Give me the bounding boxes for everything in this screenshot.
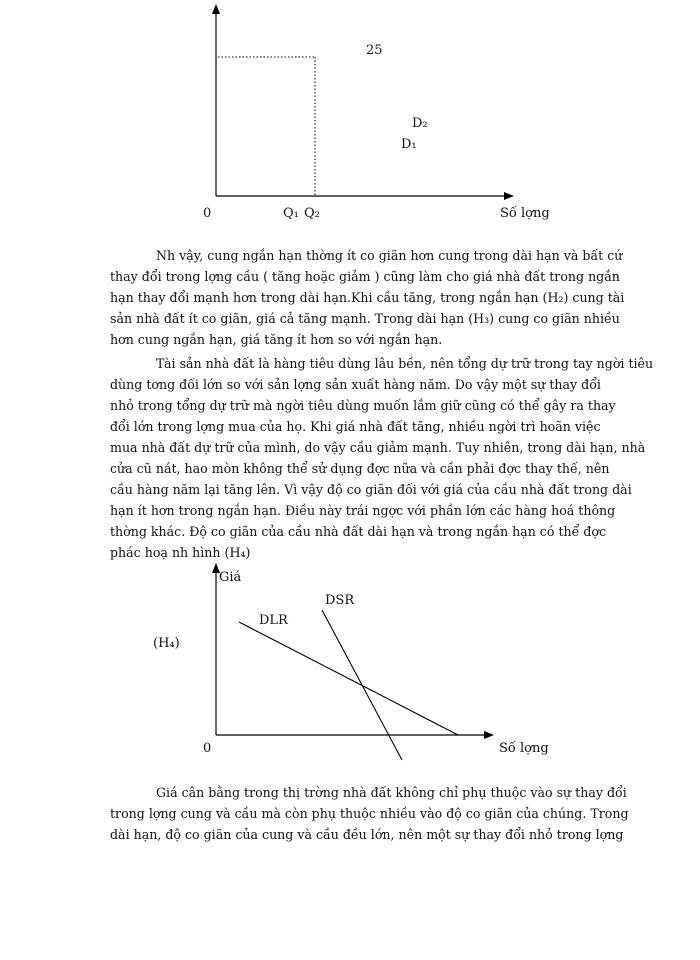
paragraph-line: phác hoạ nh hình (H₄) — [110, 545, 251, 560]
paragraph-line: nhỏ trong tổng dự trữ mà ngời tiêu dùng muốn lắm giữ cũng có thể gây ra thay — [110, 398, 616, 413]
paragraph-line: mua nhà đất dự trữ của mình, do vậy cầu giảm mạnh. Tuy nhiên, trong dài hạn, nhà — [110, 440, 646, 455]
figure-1-origin-label: 0 — [203, 206, 212, 221]
paragraph-line: đổi lớn trong lợng mua của họ. Khi giá nhà đất tăng, nhiều ngời trì hoãn việc — [110, 419, 601, 434]
dlr-label: DLR — [259, 613, 288, 628]
paragraph-line: dài hạn, độ co giãn của cung và cầu đều lớn, nên một sự thay đổi nhỏ trong lợng — [110, 827, 624, 842]
figure-2-caption-label: (H₄) — [153, 636, 180, 651]
paragraph-line: Giá cân bằng trong thị trờng nhà đất không chỉ phụ thuộc vào sự thay đổi — [156, 785, 627, 800]
dlr-curve — [239, 622, 458, 735]
paragraph-line: dùng tơng đối lớn so với sản lợng sản xuất hàng năm. Do vậy một sự thay đổi — [110, 377, 601, 392]
paragraph-3 — [110, 782, 630, 845]
figure-2-x-axis-label: Số lợng — [499, 741, 549, 756]
paragraph-line: cầu hàng năm lại tăng lên. Vì vậy độ co giãn đối với giá của cầu nhà đất trong dài — [110, 482, 632, 497]
figure-2-origin-label: 0 — [203, 741, 212, 756]
paragraph-line: Nh vậy, cung ngắn hạn thờng ít co giãn hơn cung trong dài hạn và bất cứ — [156, 248, 623, 263]
paragraph-line: thay đổi trong lợng cầu ( tăng hoặc giảm ) cũng làm cho giá nhà đất trong ngắn — [110, 269, 620, 284]
q1-label: Q₁ — [283, 206, 299, 221]
paragraph-line: thờng khác. Độ co giãn của cầu nhà đất dài hạn và trong ngắn hạn có thể đợc — [110, 524, 607, 539]
paragraph-line: cửa cũ nát, hao mòn không thể sử dụng đợc nữa và cần phải đợc thay thế, nên — [110, 461, 610, 476]
paragraph-line: hạn thay đổi mạnh hơn trong dài hạn.Khi cầu tăng, trong ngắn hạn (H₂) cung tài — [110, 290, 625, 305]
d1-label: D₁ — [401, 137, 417, 152]
dsr-label: DSR — [325, 593, 355, 608]
paragraph-line: Tài sản nhà đất là hàng tiêu dùng lâu bền, nên tổng dự trữ trong tay ngời tiêu — [156, 356, 654, 371]
d2-label: D₂ — [412, 116, 428, 131]
page-number: 25 — [366, 43, 383, 58]
figure-1-x-axis-label: Số lợng — [500, 206, 550, 221]
figure-2-y-axis-label: Giá — [219, 570, 242, 585]
figure-2-x-arrow — [484, 731, 494, 739]
paragraph-line: hơn cung ngắn hạn, giá tăng ít hơn so với ngắn hạn. — [110, 332, 443, 347]
q2-label: Q₂ — [304, 206, 320, 221]
paragraph-line: hạn ít hơn trong ngắn hạn. Điều này trái ngợc với phần lớn các hàng hoá thông — [110, 503, 616, 518]
paragraph-line: trong lợng cung và cầu mà còn phụ thuộc nhiều vào độ co giãn của chúng. Trong — [110, 806, 629, 821]
paragraph-line: sản nhà đất ít co giãn, giá cả tăng mạnh. Trong dài hạn (H₃) cung co giãn nhiều — [110, 311, 620, 326]
